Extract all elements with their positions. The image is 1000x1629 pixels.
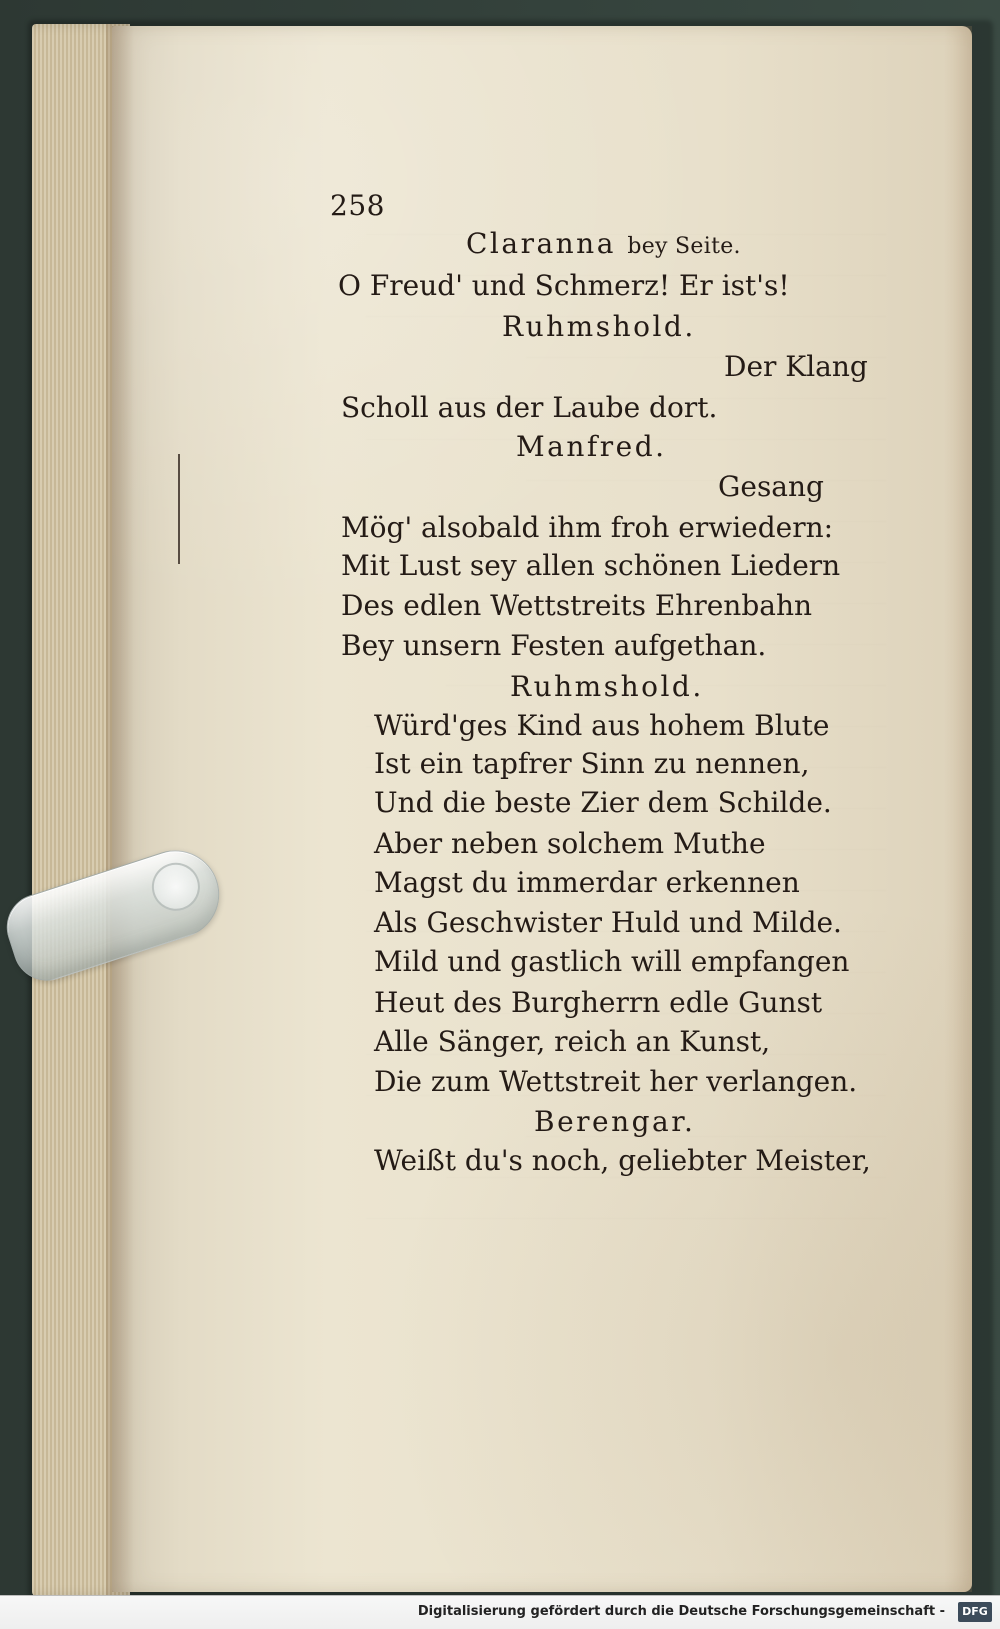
- text-line: Alle Sänger, reich an Kunst,: [374, 1025, 771, 1058]
- text-line: Mög' alsobald ihm froh erwiedern:: [341, 511, 834, 544]
- text-line: Ist ein tapfrer Sinn zu nennen,: [374, 747, 810, 780]
- text-line: Gesang: [718, 470, 824, 503]
- speaker-name: Claranna: [466, 227, 616, 260]
- text-line: Heut des Burgherrn edle Gunst: [374, 986, 823, 1019]
- dfg-logo: DFG: [958, 1602, 992, 1622]
- speaker-ruhmshold: Ruhmshold.: [510, 670, 704, 703]
- text-line: Als Geschwister Huld und Milde.: [374, 906, 842, 939]
- digitization-footer: [0, 1595, 1000, 1629]
- page-content: [112, 26, 972, 1592]
- text-line: Die zum Wettstreit her verlangen.: [374, 1065, 858, 1098]
- text-line: Der Klang: [724, 350, 868, 383]
- text-line: O Freud' und Schmerz! Er ist's!: [338, 269, 790, 302]
- text-line: Magst du immerdar erkennen: [374, 866, 800, 899]
- text-line: Aber neben solchem Muthe: [374, 827, 766, 860]
- page-number: 258: [330, 189, 385, 222]
- speaker-berengar: Berengar.: [534, 1105, 696, 1138]
- text-line: Scholl aus der Laube dort.: [341, 391, 718, 424]
- text-line: Mit Lust sey allen schönen Liedern: [341, 549, 841, 582]
- text-line: Weißt du's noch, geliebter Meister,: [374, 1144, 871, 1177]
- stage-direction: bey Seite.: [627, 234, 741, 259]
- speaker-claranna: [466, 229, 741, 260]
- text-line: Mild und gastlich will empfangen: [374, 945, 850, 978]
- book-page: [112, 26, 972, 1592]
- text-line: Des edlen Wettstreits Ehrenbahn: [341, 589, 813, 622]
- footer-text: Digitalisierung gefördert durch die Deutsche Forschungsgemeinschaft -: [417, 1604, 945, 1619]
- text-line: Und die beste Zier dem Schilde.: [374, 786, 832, 819]
- text-line: Bey unsern Festen aufgethan.: [341, 629, 767, 662]
- speaker-ruhmshold: Ruhmshold.: [502, 310, 696, 343]
- speaker-manfred: Manfred.: [516, 430, 667, 463]
- text-line: Würd'ges Kind aus hohem Blute: [374, 709, 830, 742]
